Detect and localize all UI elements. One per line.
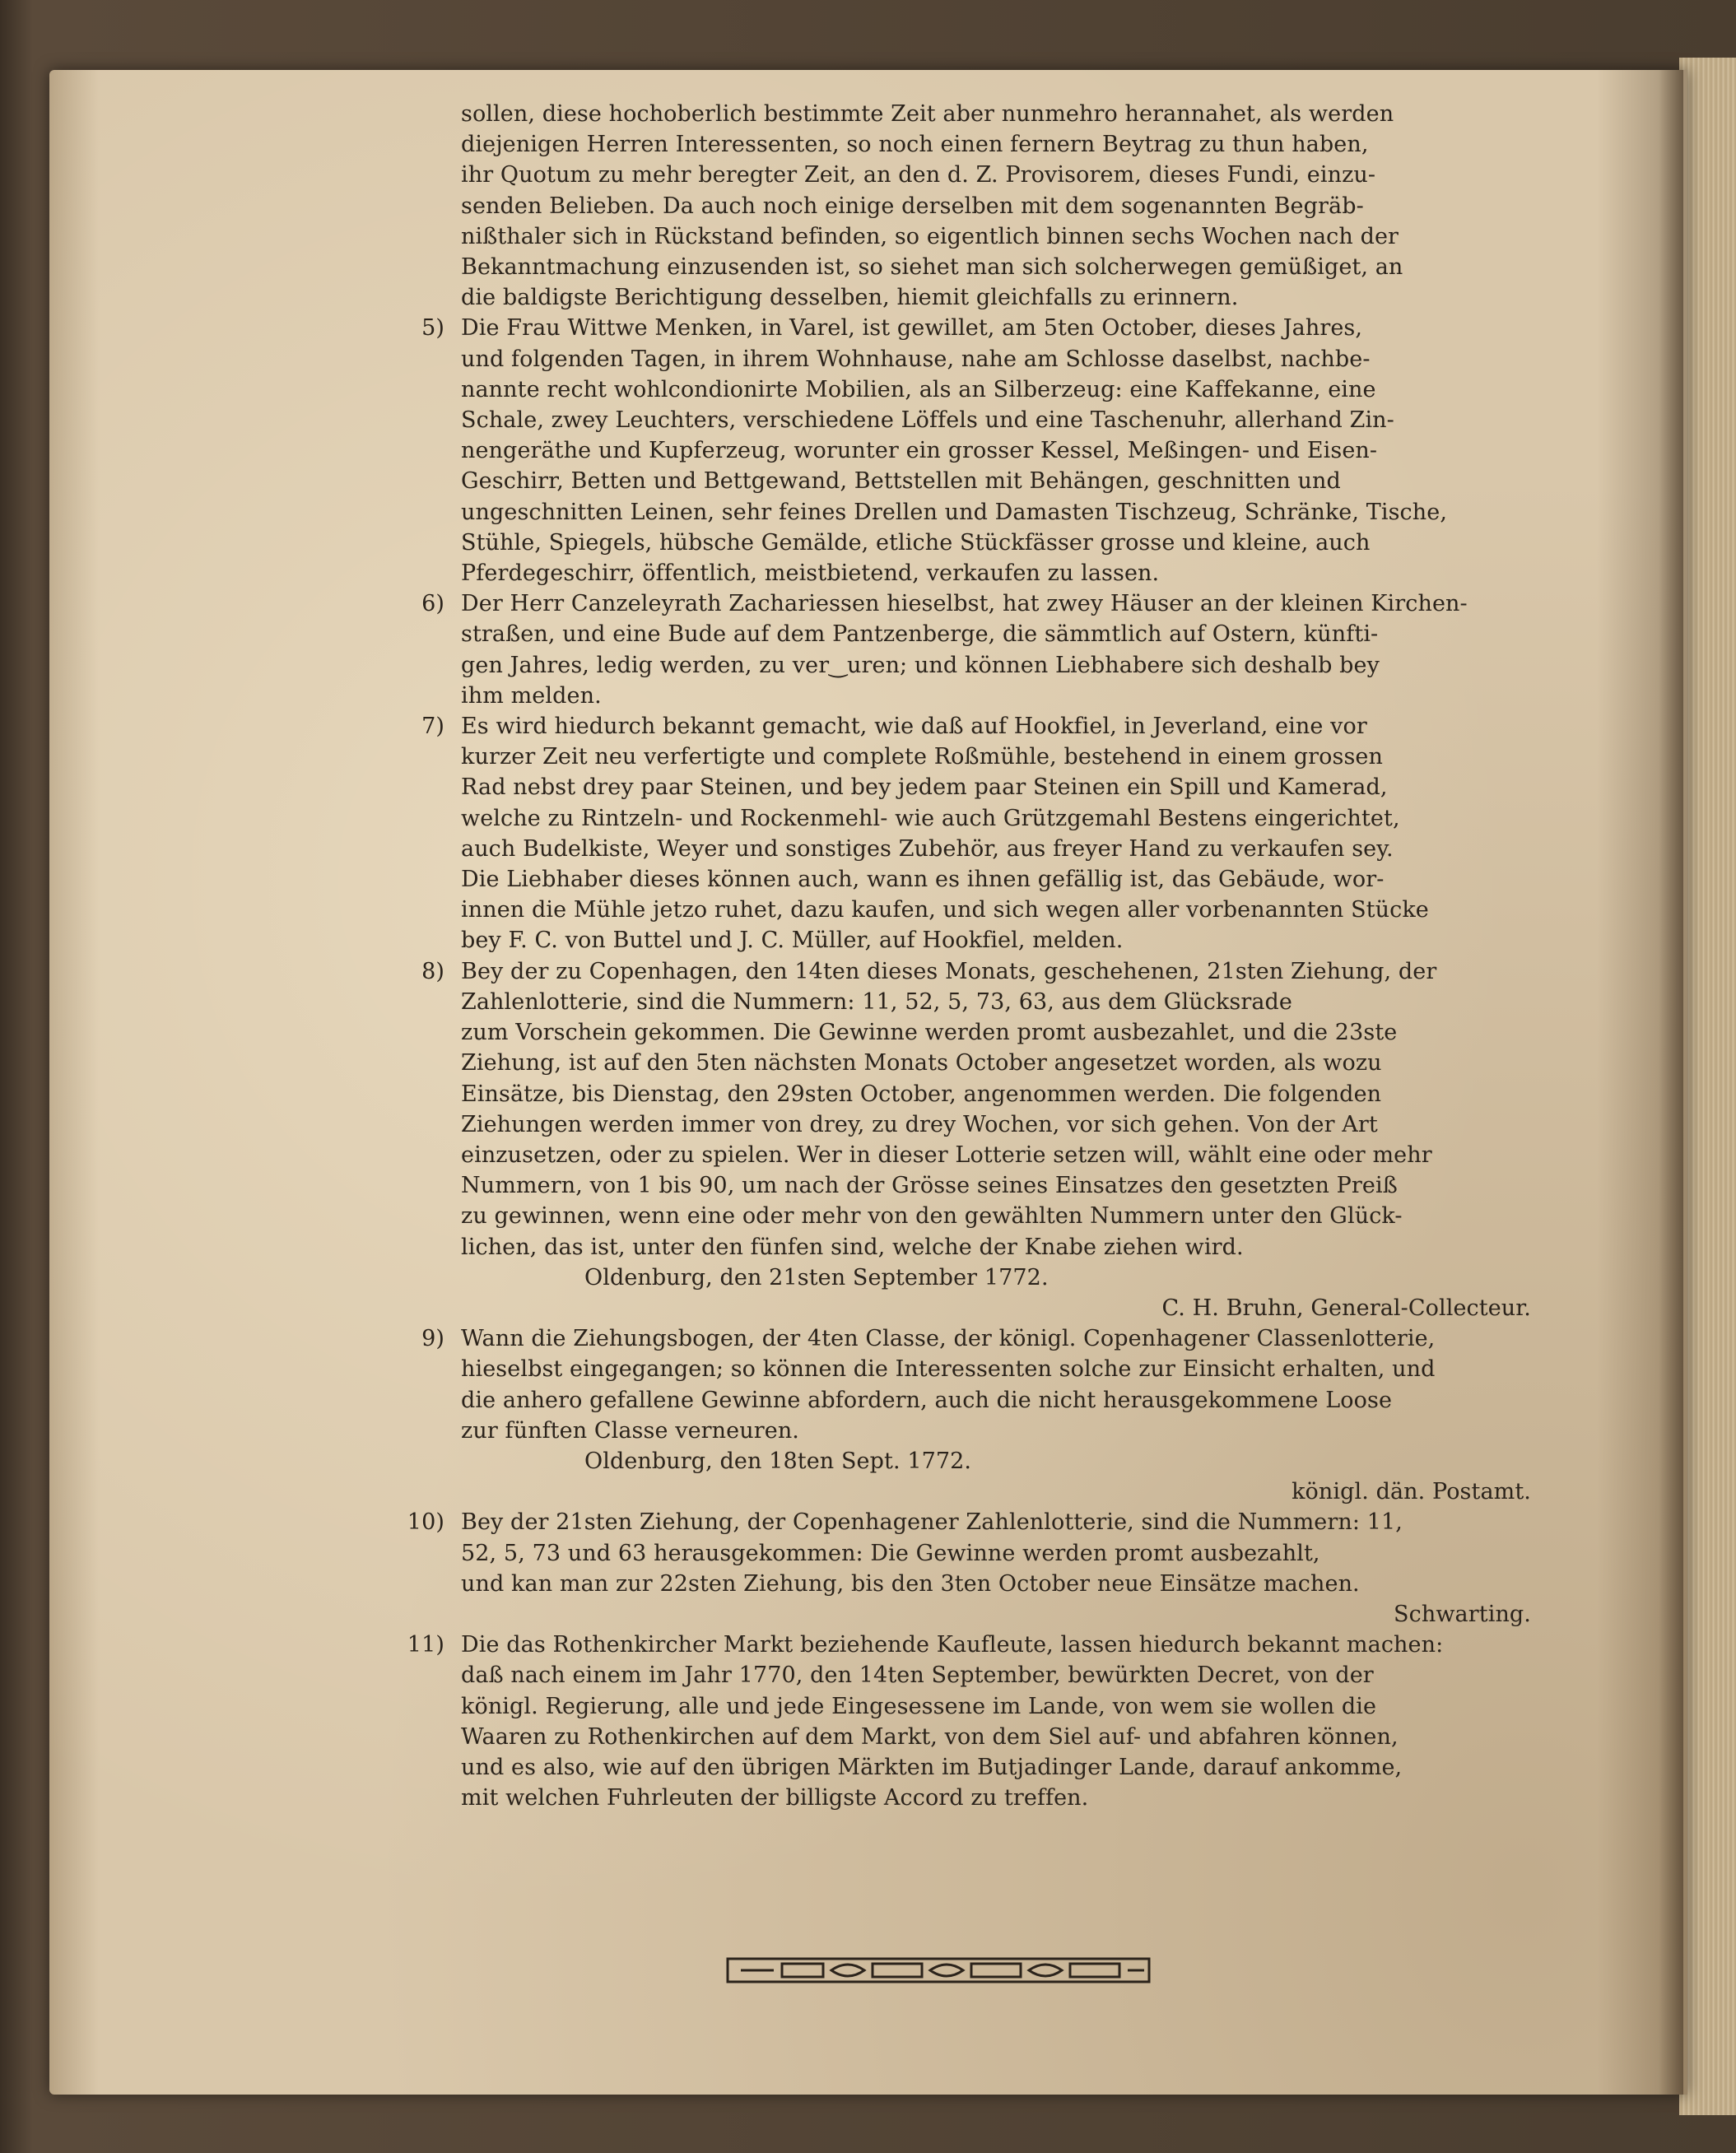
text-line: Einsätze, bis Dienstag, den 29sten October, angenommen werden. Die folgenden: [461, 1081, 1382, 1107]
ornament-divider: [724, 1952, 1152, 1988]
text-line: Die Frau Wittwe Menken, in Varel, ist gewillet, am 5ten October, dieses Jahres,: [461, 315, 1363, 342]
text-line: und es also, wie auf den übrigen Märkten im Butjadinger Lande, darauf ankomme,: [461, 1754, 1403, 1780]
text-line: zu gewinnen, wenn eine oder mehr von den gewählten Nummern unter den Glück-: [461, 1203, 1403, 1230]
page-gutter: [1659, 70, 1683, 2095]
entry-number: 9): [421, 1326, 444, 1352]
entry-11: [387, 1630, 1564, 1813]
text-line: Es wird hiedurch bekannt gemacht, wie daß auf Hookfiel, in Jeverland, eine vor: [461, 714, 1367, 740]
text-line: senden Belieben. Da auch noch einige derselben mit dem sogenannten Begräb-: [461, 193, 1364, 219]
text-line: bey F. C. von Buttel und J. C. Müller, auf Hookfiel, melden.: [461, 928, 1124, 954]
text-line: sollen, diese hochoberlich bestimmte Zeit aber nunmehro herannahet, als werden: [461, 101, 1394, 127]
page-text: [387, 99, 1564, 1813]
signature: königl. dän. Postamt.: [1292, 1479, 1531, 1505]
text-line: die baldigste Berichtigung desselben, hiemit gleichfalls zu erinnern.: [461, 285, 1239, 311]
dateline: Oldenburg, den 18ten Sept. 1772.: [584, 1448, 972, 1474]
dateline: Oldenburg, den 21sten September 1772.: [584, 1264, 1049, 1290]
text-line: Ziehung, ist auf den 5ten nächsten Monats October angesetzet worden, als wozu: [461, 1050, 1382, 1076]
text-line: und folgenden Tagen, in ihrem Wohnhause, nahe am Schlosse daselbst, nachbe-: [461, 346, 1371, 372]
text-line: Bekanntmachung einzusenden ist, so siehet man sich solcherwegen gemüßiget, an: [461, 254, 1403, 281]
text-line: und kan man zur 22sten Ziehung, bis den 3ten October neue Einsätze machen.: [461, 1570, 1360, 1597]
text-line: kurzer Zeit neu verfertigte und complete Roßmühle, bestehend in einem grossen: [461, 744, 1383, 770]
text-line: Bey der 21sten Ziehung, der Copenhagener Zahlenlotterie, sind die Nummern: 11,: [461, 1509, 1403, 1536]
signature: C. H. Bruhn, General-Collecteur.: [1161, 1295, 1531, 1321]
text-line: hieselbst eingegangen; so können die Interessenten solche zur Einsicht erhalten, und: [461, 1356, 1436, 1383]
text-line: zum Vorschein gekommen. Die Gewinne werden promt ausbezahlet, und die 23ste: [461, 1020, 1398, 1046]
text-line: Rad nebst drey paar Steinen, und bey jedem paar Steinen ein Spill und Kamerad,: [461, 774, 1388, 801]
text-line: Stühle, Spiegels, hübsche Gemälde, etliche Stückfässer grosse und kleine, auch: [461, 529, 1371, 556]
text-line: Ziehungen werden immer von drey, zu drey Wochen, vor sich gehen. Von der Art: [461, 1111, 1378, 1137]
text-line: einzusetzen, oder zu spielen. Wer in dieser Lotterie setzen will, wählt eine oder mehr: [461, 1142, 1432, 1168]
text-line: diejenigen Herren Interessenten, so noch einen fernern Beytrag zu thun haben,: [461, 132, 1369, 158]
text-line: nannte recht wohlcondionirte Mobilien, als an Silberzeug: eine Kaffekanne, eine: [461, 376, 1376, 402]
text-line: ihm melden.: [461, 682, 602, 709]
entry-10: [387, 1507, 1564, 1630]
text-line: innen die Mühle jetzo ruhet, dazu kaufen, und sich wegen aller vorbenannten Stücke: [461, 897, 1429, 923]
text-line: Geschirr, Betten und Bettgewand, Bettstellen mit Behängen, geschnitten und: [461, 468, 1341, 495]
text-line: auch Budelkiste, Weyer und sonstiges Zubehör, aus freyer Hand zu verkaufen sey.: [461, 835, 1394, 862]
text-line: Wann die Ziehungsbogen, der 4ten Classe, der königl. Copenhagener Classenlotterie,: [461, 1326, 1436, 1352]
entry-number: 5): [421, 315, 444, 342]
text-line: nengeräthe und Kupferzeug, worunter ein grosser Kessel, Meßingen- und Eisen-: [461, 438, 1378, 464]
text-line: mit welchen Fuhrleuten der billigste Accord zu treffen.: [461, 1785, 1089, 1811]
text-line: daß nach einem im Jahr 1770, den 14ten September, bewürkten Decret, von der: [461, 1662, 1374, 1689]
entry-8: [387, 956, 1564, 1323]
text-line: zur fünften Classe verneuren.: [461, 1417, 799, 1444]
text-line: straßen, und eine Bude auf dem Pantzenberge, die sämmtlich auf Ostern, künfti-: [461, 621, 1379, 648]
text-line: Die das Rothenkircher Markt beziehende Kaufleute, lassen hiedurch bekannt machen:: [461, 1632, 1444, 1658]
text-line: ihr Quotum zu mehr beregter Zeit, an den d. Z. Provisorem, dieses Fundi, einzu-: [461, 162, 1376, 188]
text-line: Schale, zwey Leuchters, verschiedene Löffels und eine Taschenuhr, allerhand Zin-: [461, 407, 1394, 434]
entry-number: 11): [407, 1632, 444, 1658]
text-line: ungeschnitten Leinen, sehr feines Drellen und Damasten Tischzeug, Schränke, Tische,: [461, 499, 1447, 525]
text-line: Zahlenlotterie, sind die Nummern: 11, 52, 5, 73, 63, aus dem Glücksrade: [461, 988, 1293, 1015]
entry-number: 6): [421, 591, 444, 617]
text-line: Bey der zu Copenhagen, den 14ten dieses Monats, geschehenen, 21sten Ziehung, der: [461, 958, 1437, 984]
text-line: königl. Regierung, alle und jede Eingesessene im Lande, von wem sie wollen die: [461, 1693, 1377, 1719]
text-line: die anhero gefallene Gewinne abfordern, auch die nicht herausgekommene Loose: [461, 1387, 1393, 1413]
numbered-entries: [387, 313, 1564, 1813]
text-line: gen Jahres, ledig werden, zu ver‿uren; und können Liebhabere sich deshalb bey: [461, 652, 1380, 678]
text-line: Nummern, von 1 bis 90, um nach der Grösse seines Einsatzes den gesetzten Preiß: [461, 1173, 1398, 1199]
text-line: Der Herr Canzeleyrath Zachariessen hieselbst, hat zwey Häuser an der kleinen Kirchen-: [461, 591, 1468, 617]
text-line: 52, 5, 73 und 63 herausgekommen: Die Gewinne werden promt ausbezahlt,: [461, 1540, 1320, 1566]
ornament-graphic: [724, 1952, 1152, 1988]
entry-number: 7): [421, 714, 444, 740]
entry-5: [387, 313, 1564, 588]
entry-7: [387, 711, 1564, 956]
text-line: Waaren zu Rothenkirchen auf dem Markt, von dem Siel auf- und abfahren können,: [461, 1723, 1399, 1750]
page-edges: [1679, 58, 1736, 2115]
entry-number: 10): [407, 1509, 444, 1536]
text-line: Die Liebhaber dieses können auch, wann es ihnen gefällig ist, das Gebäude, wor-: [461, 867, 1385, 893]
text-line: lichen, das ist, unter den fünfen sind, welche der Knabe ziehen wird.: [461, 1234, 1244, 1260]
text-line: welche zu Rintzeln- und Rockenmehl- wie auch Grützgemahl Bestens eingerichtet,: [461, 805, 1400, 831]
entry-6: [387, 588, 1564, 711]
text-line: nißthaler sich in Rückstand befinden, so eigentlich binnen sechs Wochen nach der: [461, 223, 1399, 249]
signature: Schwarting.: [1394, 1601, 1531, 1627]
entry-number: 8): [421, 958, 444, 984]
entry-9: [387, 1323, 1564, 1507]
text-line: Pferdegeschirr, öffentlich, meistbietend, verkaufen zu lassen.: [461, 560, 1160, 587]
continuation-paragraph: [387, 99, 1564, 313]
